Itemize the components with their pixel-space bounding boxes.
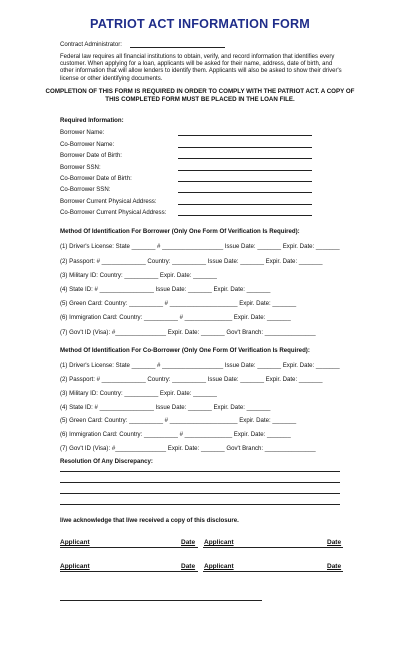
required-field-label: Borrower Date of Birth: xyxy=(60,152,122,159)
required-field-line[interactable] xyxy=(178,204,312,205)
id-method-row[interactable]: (2) Passport: # _____________ Country: __________ Issue Date: _______ Expir. Date: _______ xyxy=(60,376,323,383)
resolution-line[interactable] xyxy=(60,471,340,472)
signature-line[interactable] xyxy=(203,547,343,548)
signature-line[interactable] xyxy=(60,547,198,548)
contract-admin-field[interactable] xyxy=(130,47,225,48)
required-field-label: Co-Borrower Date of Birth: xyxy=(60,175,132,182)
page-title: PATRIOT ACT INFORMATION FORM xyxy=(90,17,310,31)
id-method-row[interactable]: (4) State ID: # ________________ Issue Date: _______ Expir. Date: _______ xyxy=(60,286,271,293)
resolution-heading: Resolution Of Any Discrepancy: xyxy=(60,458,153,465)
required-field-line[interactable] xyxy=(178,147,312,148)
id-method-row[interactable]: (3) Military ID: Country: __________ Expir. Date: _______ xyxy=(60,272,217,279)
resolution-line[interactable] xyxy=(60,493,340,494)
required-field-label: Borrower Name: xyxy=(60,129,105,136)
contract-admin-label: Contract Administrator: xyxy=(60,41,122,48)
intro-paragraph: Federal law requires all financial institutions to obtain, verify, and record information that identifies every customer. When applying for a loan, applicants will be asked for their name, address, date of birth, and other information that will allow lenders to identify them. Applicants will also be asked to show their driver's license or other identifying documents. xyxy=(60,54,342,82)
required-field-line[interactable] xyxy=(178,135,312,136)
required-field-line[interactable] xyxy=(178,170,312,171)
required-field-label: Co-Borrower SSN: xyxy=(60,186,111,193)
resolution-line[interactable] xyxy=(60,504,340,505)
date-label: Date xyxy=(181,539,196,546)
id-method-row[interactable]: (2) Passport: # _____________ Country: __________ Issue Date: _______ Expir. Date: _______ xyxy=(60,258,323,265)
signature-line[interactable] xyxy=(60,571,198,572)
date-label: Date xyxy=(327,539,342,546)
applicant-label: Applicant xyxy=(204,539,234,546)
date-label: Date xyxy=(181,563,196,570)
coborrower-method-heading: Method Of Identification For Co-Borrower (Only One Form Of Verification Is Required): xyxy=(60,347,310,354)
required-field-line[interactable] xyxy=(178,215,312,216)
required-field-label: Borrower SSN: xyxy=(60,164,101,171)
id-method-row[interactable]: (6) Immigration Card: Country: __________ # ______________ Expir. Date: _______ xyxy=(60,314,291,321)
date-label: Date xyxy=(327,563,342,570)
id-method-row[interactable]: (1) Driver's License: State _______ # __________________ Issue Date: _______ Expir. Date: _______ xyxy=(60,243,340,250)
acknowledgement-text: I/we acknowledge that I/we received a copy of this disclosure. xyxy=(60,517,239,524)
id-method-row[interactable]: (7) Gov't ID (Visa): #_______________ Expir. Date: _______ Gov't Branch: _______________ xyxy=(60,445,316,452)
id-method-row[interactable]: (5) Green Card: Country: __________ # ____________________ Expir. Date: _______ xyxy=(60,417,297,424)
id-method-row[interactable]: (1) Driver's License: State _______ # __________________ Issue Date: _______ Expir. Date: _______ xyxy=(60,362,340,369)
required-field-label: Co-Borrower Name: xyxy=(60,141,115,148)
required-field-label: Borrower Current Physical Address: xyxy=(60,198,157,205)
applicant-label: Applicant xyxy=(204,563,234,570)
applicant-label: Applicant xyxy=(60,539,90,546)
completion-notice: COMPLETION OF THIS FORM IS REQUIRED IN ORDER TO COMPLY WITH THE PATRIOT ACT. A COPY OF THIS COMPLETED FORM MUST BE PLACED IN THE LOAN FILE. xyxy=(45,88,355,103)
resolution-line[interactable] xyxy=(60,482,340,483)
applicant-label: Applicant xyxy=(60,563,90,570)
id-method-row[interactable]: (5) Green Card: Country: __________ # ____________________ Expir. Date: _______ xyxy=(60,300,297,307)
final-signature-line[interactable] xyxy=(60,600,262,601)
id-method-row[interactable]: (4) State ID: # ________________ Issue Date: _______ Expir. Date: _______ xyxy=(60,404,271,411)
required-field-label: Co-Borrower Current Physical Address: xyxy=(60,209,167,216)
required-heading: Required Information: xyxy=(60,117,124,124)
id-method-row[interactable]: (6) Immigration Card: Country: __________ # ______________ Expir. Date: _______ xyxy=(60,431,291,438)
id-method-row[interactable]: (7) Gov't ID (Visa): #_______________ Expir. Date: _______ Gov't Branch: _______________ xyxy=(60,329,316,336)
required-field-line[interactable] xyxy=(178,192,312,193)
required-field-line[interactable] xyxy=(178,158,312,159)
required-field-line[interactable] xyxy=(178,181,312,182)
signature-line[interactable] xyxy=(203,571,343,572)
id-method-row[interactable]: (3) Military ID: Country: __________ Expir. Date: _______ xyxy=(60,390,217,397)
borrower-method-heading: Method Of Identification For Borrower (Only One Form Of Verification Is Required): xyxy=(60,228,300,235)
